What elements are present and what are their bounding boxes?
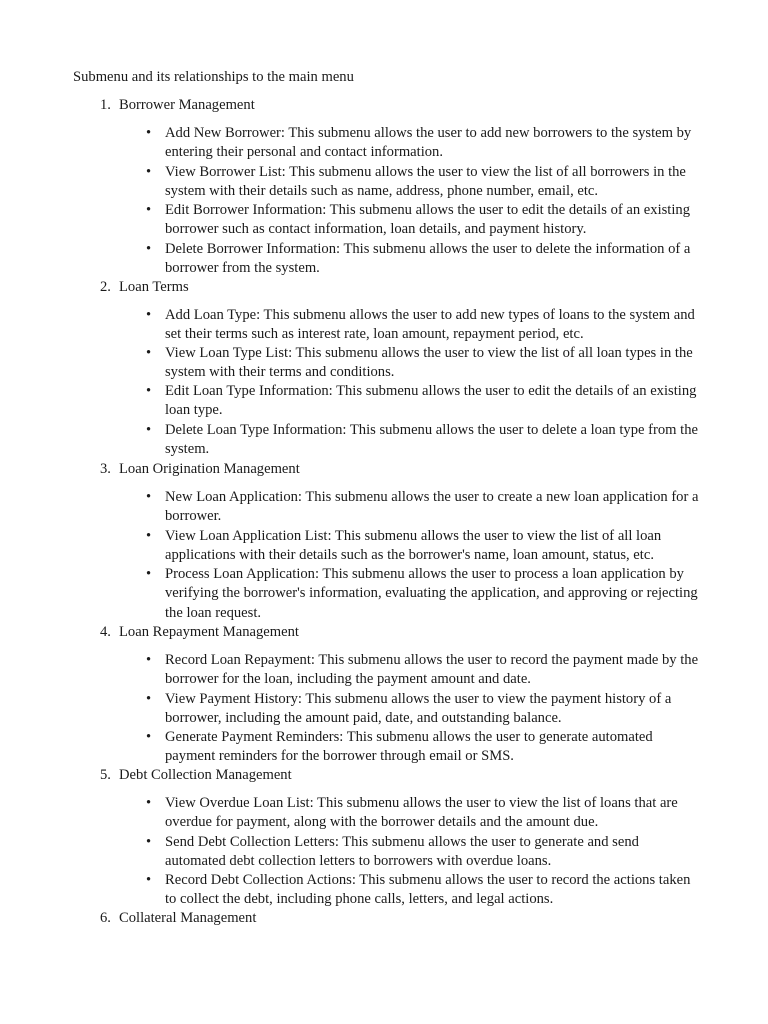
section-name: Loan Repayment Management bbox=[119, 624, 299, 640]
list-item-text: Edit Loan Type Information: This submenu allows the user to edit the details of an existing loan type. bbox=[165, 383, 697, 419]
section-number: 5. bbox=[100, 767, 111, 783]
bullet: • bbox=[146, 872, 152, 888]
list-item-text: Record Debt Collection Actions: This submenu allows the user to record the actions taken to collect the debt, including phone calls, letters, and legal actions. bbox=[165, 872, 691, 908]
list-item-text: Generate Payment Reminders: This submenu allows the user to generate automated payment reminders for the borrower through email or SMS. bbox=[165, 729, 653, 765]
bullet: • bbox=[146, 729, 152, 745]
section-number: 4. bbox=[100, 624, 111, 640]
list-item-text: View Loan Type List: This submenu allows the user to view the list of all loan types in the system with their terms and conditions. bbox=[165, 345, 693, 381]
list-item-text: View Payment History: This submenu allows the user to view the payment history of a borrower, including the amount paid, date, and outstanding balance. bbox=[165, 691, 672, 727]
section-name: Debt Collection Management bbox=[119, 767, 292, 783]
bullet: • bbox=[146, 834, 152, 850]
bullet: • bbox=[146, 241, 152, 257]
bullet: • bbox=[146, 345, 152, 361]
bullet: • bbox=[146, 202, 152, 218]
bullet: • bbox=[146, 422, 152, 438]
list-item-text: Record Loan Repayment: This submenu allows the user to record the payment made by the borrower for the loan, including the payment amount and date. bbox=[165, 652, 699, 688]
list-item-text: View Loan Application List: This submenu allows the user to view the list of all loan applications with their details such as the borrower's name, loan amount, status, etc. bbox=[165, 528, 662, 564]
list-item-text: Send Debt Collection Letters: This submenu allows the user to generate and send automated debt collection letters to borrowers with overdue loans. bbox=[165, 834, 639, 870]
bullet: • bbox=[146, 164, 152, 180]
bullet: • bbox=[146, 489, 152, 505]
list-item-text: Delete Loan Type Information: This submenu allows the user to delete a loan type from the system. bbox=[165, 422, 698, 458]
bullet: • bbox=[146, 307, 152, 323]
bullet: • bbox=[146, 795, 152, 811]
list-item-text: Add New Borrower: This submenu allows the user to add new borrowers to the system by entering their personal and contact information. bbox=[165, 125, 692, 161]
section-name: Loan Terms bbox=[119, 279, 189, 295]
section-number: 3. bbox=[100, 461, 111, 477]
section-name: Borrower Management bbox=[119, 97, 255, 113]
list-item-text: View Borrower List: This submenu allows the user to view the list of all borrowers in the system with their details such as name, address, phone number, email, etc. bbox=[165, 164, 686, 200]
list-item-text: New Loan Application: This submenu allows the user to create a new loan application for a borrower. bbox=[165, 489, 699, 525]
bullet: • bbox=[146, 652, 152, 668]
bullet: • bbox=[146, 566, 152, 582]
section-number: 2. bbox=[100, 279, 111, 295]
section-number: 1. bbox=[100, 97, 111, 113]
list-item-text: Add Loan Type: This submenu allows the user to add new types of loans to the system and set their terms such as interest rate, loan amount, repayment period, etc. bbox=[165, 307, 695, 343]
list-item-text: Edit Borrower Information: This submenu allows the user to edit the details of an existing borrower such as contact information, loan details, and payment history. bbox=[165, 202, 691, 238]
section-name: Loan Origination Management bbox=[119, 461, 300, 477]
list-item-text: Delete Borrower Information: This submenu allows the user to delete the information of a borrower from the system. bbox=[165, 241, 691, 277]
bullet: • bbox=[146, 125, 152, 141]
list-item-text: Process Loan Application: This submenu allows the user to process a loan application by verifying the borrower's information, evaluating the application, and approving or rejecting the loan request. bbox=[165, 566, 698, 621]
section-name: Collateral Management bbox=[119, 910, 257, 926]
bullet: • bbox=[146, 528, 152, 544]
bullet: • bbox=[146, 691, 152, 707]
bullet: • bbox=[146, 383, 152, 399]
list-item-text: View Overdue Loan List: This submenu allows the user to view the list of loans that are overdue for payment, along with the borrower details and the amount due. bbox=[165, 795, 678, 831]
section-number: 6. bbox=[100, 910, 111, 926]
document-title: Submenu and its relationships to the main menu bbox=[73, 69, 354, 85]
